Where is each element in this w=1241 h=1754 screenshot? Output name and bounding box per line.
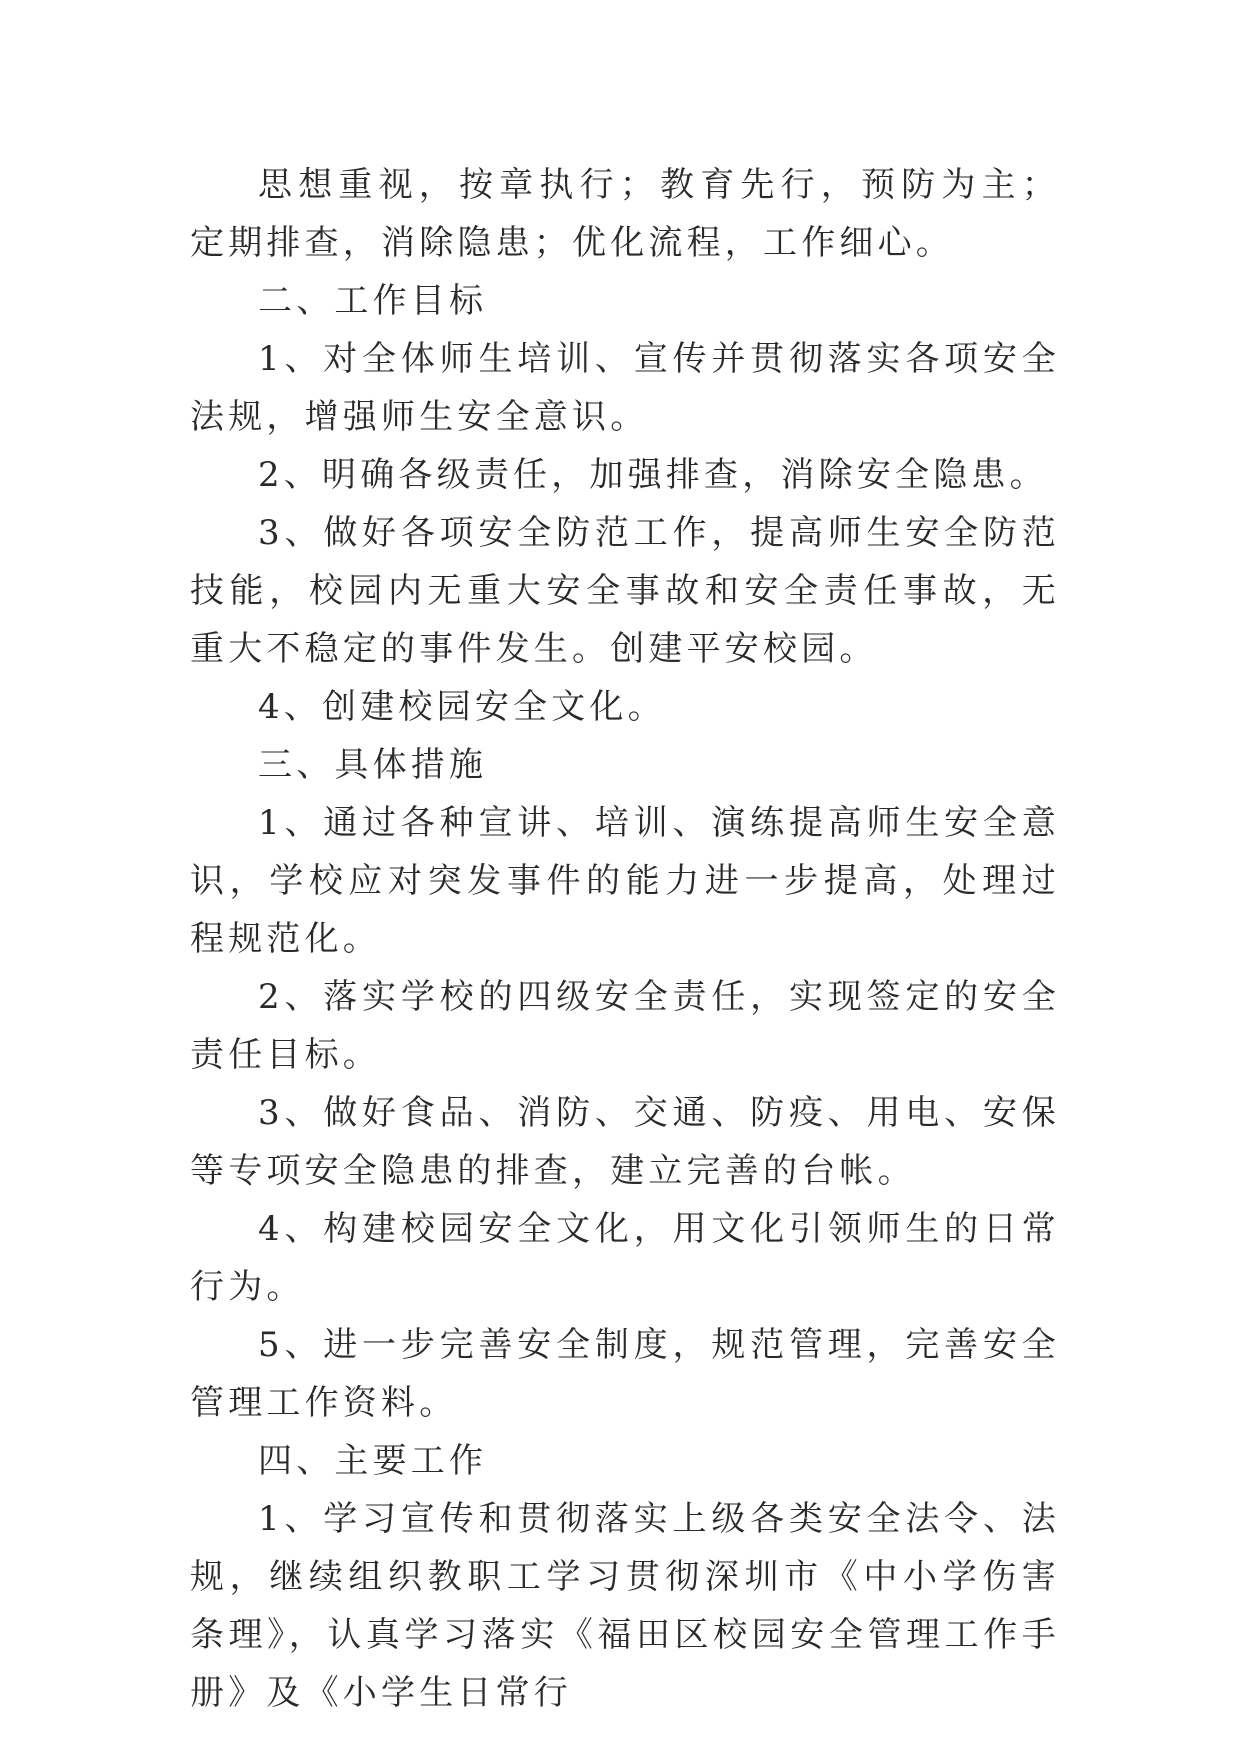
measure-item-3: 3、做好食品、消防、交通、防疫、用电、安保等专项安全隐患的排查，建立完善的台帐。 (190, 1093, 1060, 1191)
section-heading-work-goals: 二、工作目标 (258, 281, 488, 321)
measure-item-5: 5、进一步完善安全制度，规范管理，完善安全管理工作资料。 (190, 1325, 1060, 1423)
goal-item-1: 1、对全体师生培训、宣传并贯彻落实各项安全法规，增强师生安全意识。 (190, 339, 1060, 437)
goal-item-2: 2、明确各级责任，加强排查，消除安全隐患。 (258, 455, 1048, 495)
section-heading-main-work: 四、主要工作 (258, 1441, 488, 1481)
document-body (190, 156, 1060, 1722)
measure-item-4: 4、构建校园安全文化，用文化引领师生的日常行为。 (190, 1209, 1060, 1307)
measure-item-2: 2、落实学校的四级安全责任，实现签定的安全责任目标。 (190, 977, 1060, 1075)
goal-item-3: 3、做好各项安全防范工作，提高师生安全防范技能，校园内无重大安全事故和安全责任事故，无重大不稳定的事件发生。创建平安校园。 (190, 513, 1060, 669)
paragraph-intro-principles: 思想重视，按章执行；教育先行，预防为主；定期排查，消除隐患；优化流程，工作细心。 (190, 165, 1060, 263)
measure-item-1: 1、通过各种宣讲、培训、演练提高师生安全意识，学校应对突发事件的能力进一步提高，处理过程规范化。 (190, 803, 1060, 959)
main-work-item-1: 1、学习宣传和贯彻落实上级各类安全法令、法规，继续组织教职工学习贯彻深圳市《中小学伤害条理》，认真学习落实《福田区校园安全管理工作手册》及《小学生日常行 (190, 1499, 1060, 1713)
goal-item-4: 4、创建校园安全文化。 (258, 687, 666, 727)
section-heading-measures: 三、具体措施 (258, 745, 488, 785)
